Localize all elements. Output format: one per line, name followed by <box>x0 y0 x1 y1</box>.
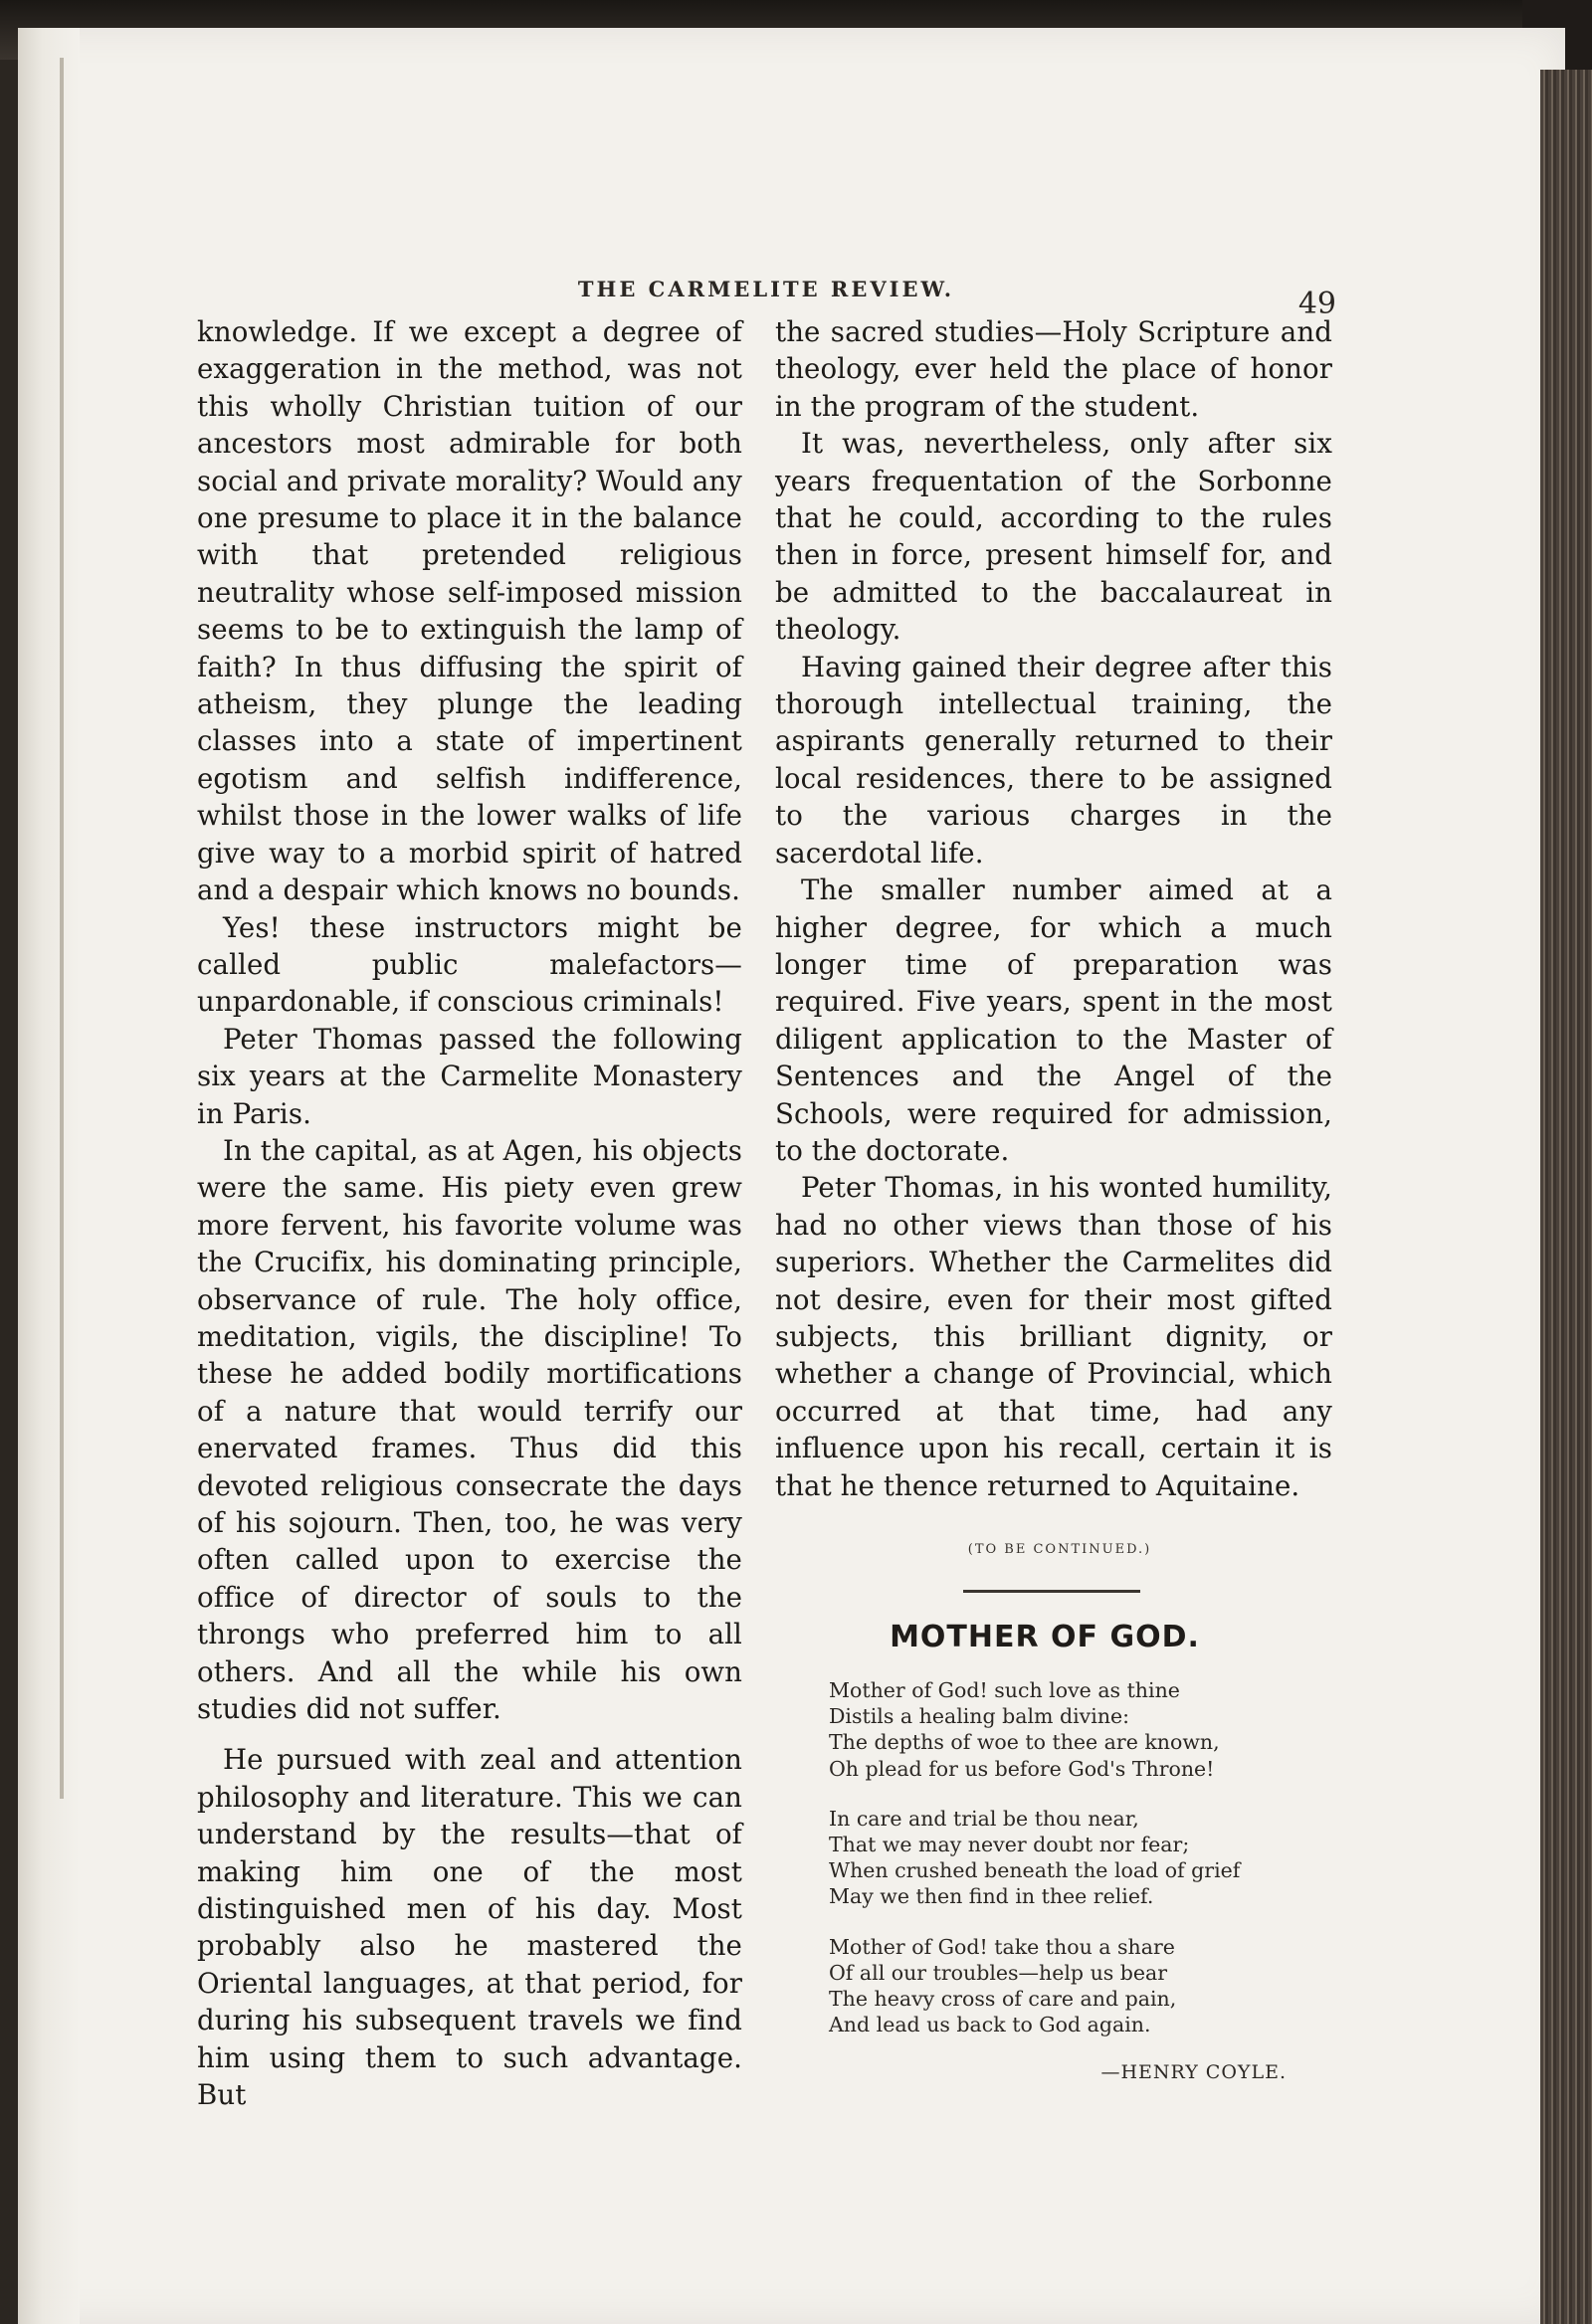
poem <box>829 1677 1306 2061</box>
paragraph: He pursued with zeal and attention philosophy and literature. This we can understand by the results—that of making him one of the most distinguished men of his day. Most probably also he mastered the Oriental languages, at that period, for during his subsequent travels we find him using them to such advantage. But <box>197 1743 742 2112</box>
to-be-continued-note: (TO BE CONTINUED.) <box>967 1542 1152 1557</box>
section-divider <box>963 1590 1140 1593</box>
poem-line: The heavy cross of care and pain, <box>829 1987 1177 2012</box>
poem-line: Mother of God! such love as thine <box>829 1678 1180 1702</box>
poem-stanza <box>829 1934 1306 2038</box>
right-column <box>775 313 1332 1504</box>
paragraph: Peter Thomas, in his wonted humility, had no other views than those of his superiors. Whether the Carmelites did not desire, even for their most gifted subjects, this brilliant dignity, or whether a change of Provincial, which occurred at that time, had any influence upon his recall, certain it is that he thence returned to Aquitaine. <box>775 1171 1332 1502</box>
poem-line: And lead us back to God again. <box>829 2013 1151 2037</box>
poem-line: In care and trial be thou near, <box>829 1806 1139 1831</box>
poem-line: Mother of God! take thou a share <box>829 1934 1175 1959</box>
book-page-edges <box>1540 70 1592 2324</box>
poem-line: The depths of woe to thee are known, <box>829 1730 1220 1755</box>
paragraph: Yes! these instructors might be called public malefactors—unpardonable, if conscious criminals! <box>197 910 742 1019</box>
paragraph: Peter Thomas passed the following six years at the Carmelite Monastery in Paris. <box>197 1022 742 1130</box>
poem-line: Distils a healing balm divine: <box>829 1704 1130 1729</box>
paragraph: the sacred studies—Holy Scripture and theology, ever held the place of honor in the program of the student. <box>775 315 1332 423</box>
running-head: THE CARMELITE REVIEW. <box>577 277 955 301</box>
left-column <box>197 313 742 2114</box>
poem-line: That we may never doubt nor fear; <box>829 1833 1190 1857</box>
poem-attribution: —HENRY COYLE. <box>1100 2061 1287 2083</box>
poem-line: When crushed beneath the load of grief <box>829 1858 1241 1883</box>
poem-stanza <box>829 1806 1306 1910</box>
page-number: 49 <box>1297 287 1336 321</box>
poem-stanza <box>829 1677 1306 1782</box>
paragraph: In the capital, as at Agen, his objects were the same. His piety even grew more fervent, his favorite volume was the Crucifix, his dominating principle, observance of rule. The holy office, meditation, vigils, the discipline! To these he added bodily mortifications of a nature that would terrify our enervated frames. Thus did this devoted religious consecrate the days of his sojourn. Then, too, he was very often called upon to exercise the office of director of souls to the throngs who preferred him to all others. And all the while his own studies did not suffer. <box>197 1133 742 1726</box>
page-gutter <box>18 28 80 2324</box>
paragraph: The smaller number aimed at a higher degree, for which a much longer time of preparation was required. Five years, spent in the most diligent application to the Master of Sentences and the Angel of the Schools, were required for admission, to the doctorate. <box>775 873 1332 1167</box>
paragraph: knowledge. If we except a degree of exaggeration in the method, was not this wholly Christian tuition of our ancestors most admirable for both social and private morality? Would any one presume to place it in the balance with that pretended religious neutrality whose self-imposed mission seems to be to extinguish the lamp of faith? In thus diffusing the spirit of atheism, they plunge the leading classes into a state of impertinent egotism and selfish indifference, whilst those in the lower walks of life give way to a morbid spirit of hatred and a despair which knows no bounds. <box>197 315 742 907</box>
paragraph: Having gained their degree after this thorough intellectual training, the aspirants generally returned to their local residences, there to be assigned to the various charges in the sacerdotal life. <box>775 650 1332 870</box>
poem-line: Of all our troubles—help us bear <box>829 1960 1168 1985</box>
poem-line: May we then find in thee relief. <box>829 1884 1154 1909</box>
poem-line: Oh plead for us before God's Throne! <box>829 1756 1215 1781</box>
paragraph: It was, nevertheless, only after six years frequentation of the Sorbonne that he could, according to the rules then in force, present himself for, and be admitted to the baccalaureat in theology. <box>775 427 1332 647</box>
poem-title: MOTHER OF GOD. <box>890 1620 1200 1654</box>
gutter-shadow-line <box>60 58 64 1799</box>
